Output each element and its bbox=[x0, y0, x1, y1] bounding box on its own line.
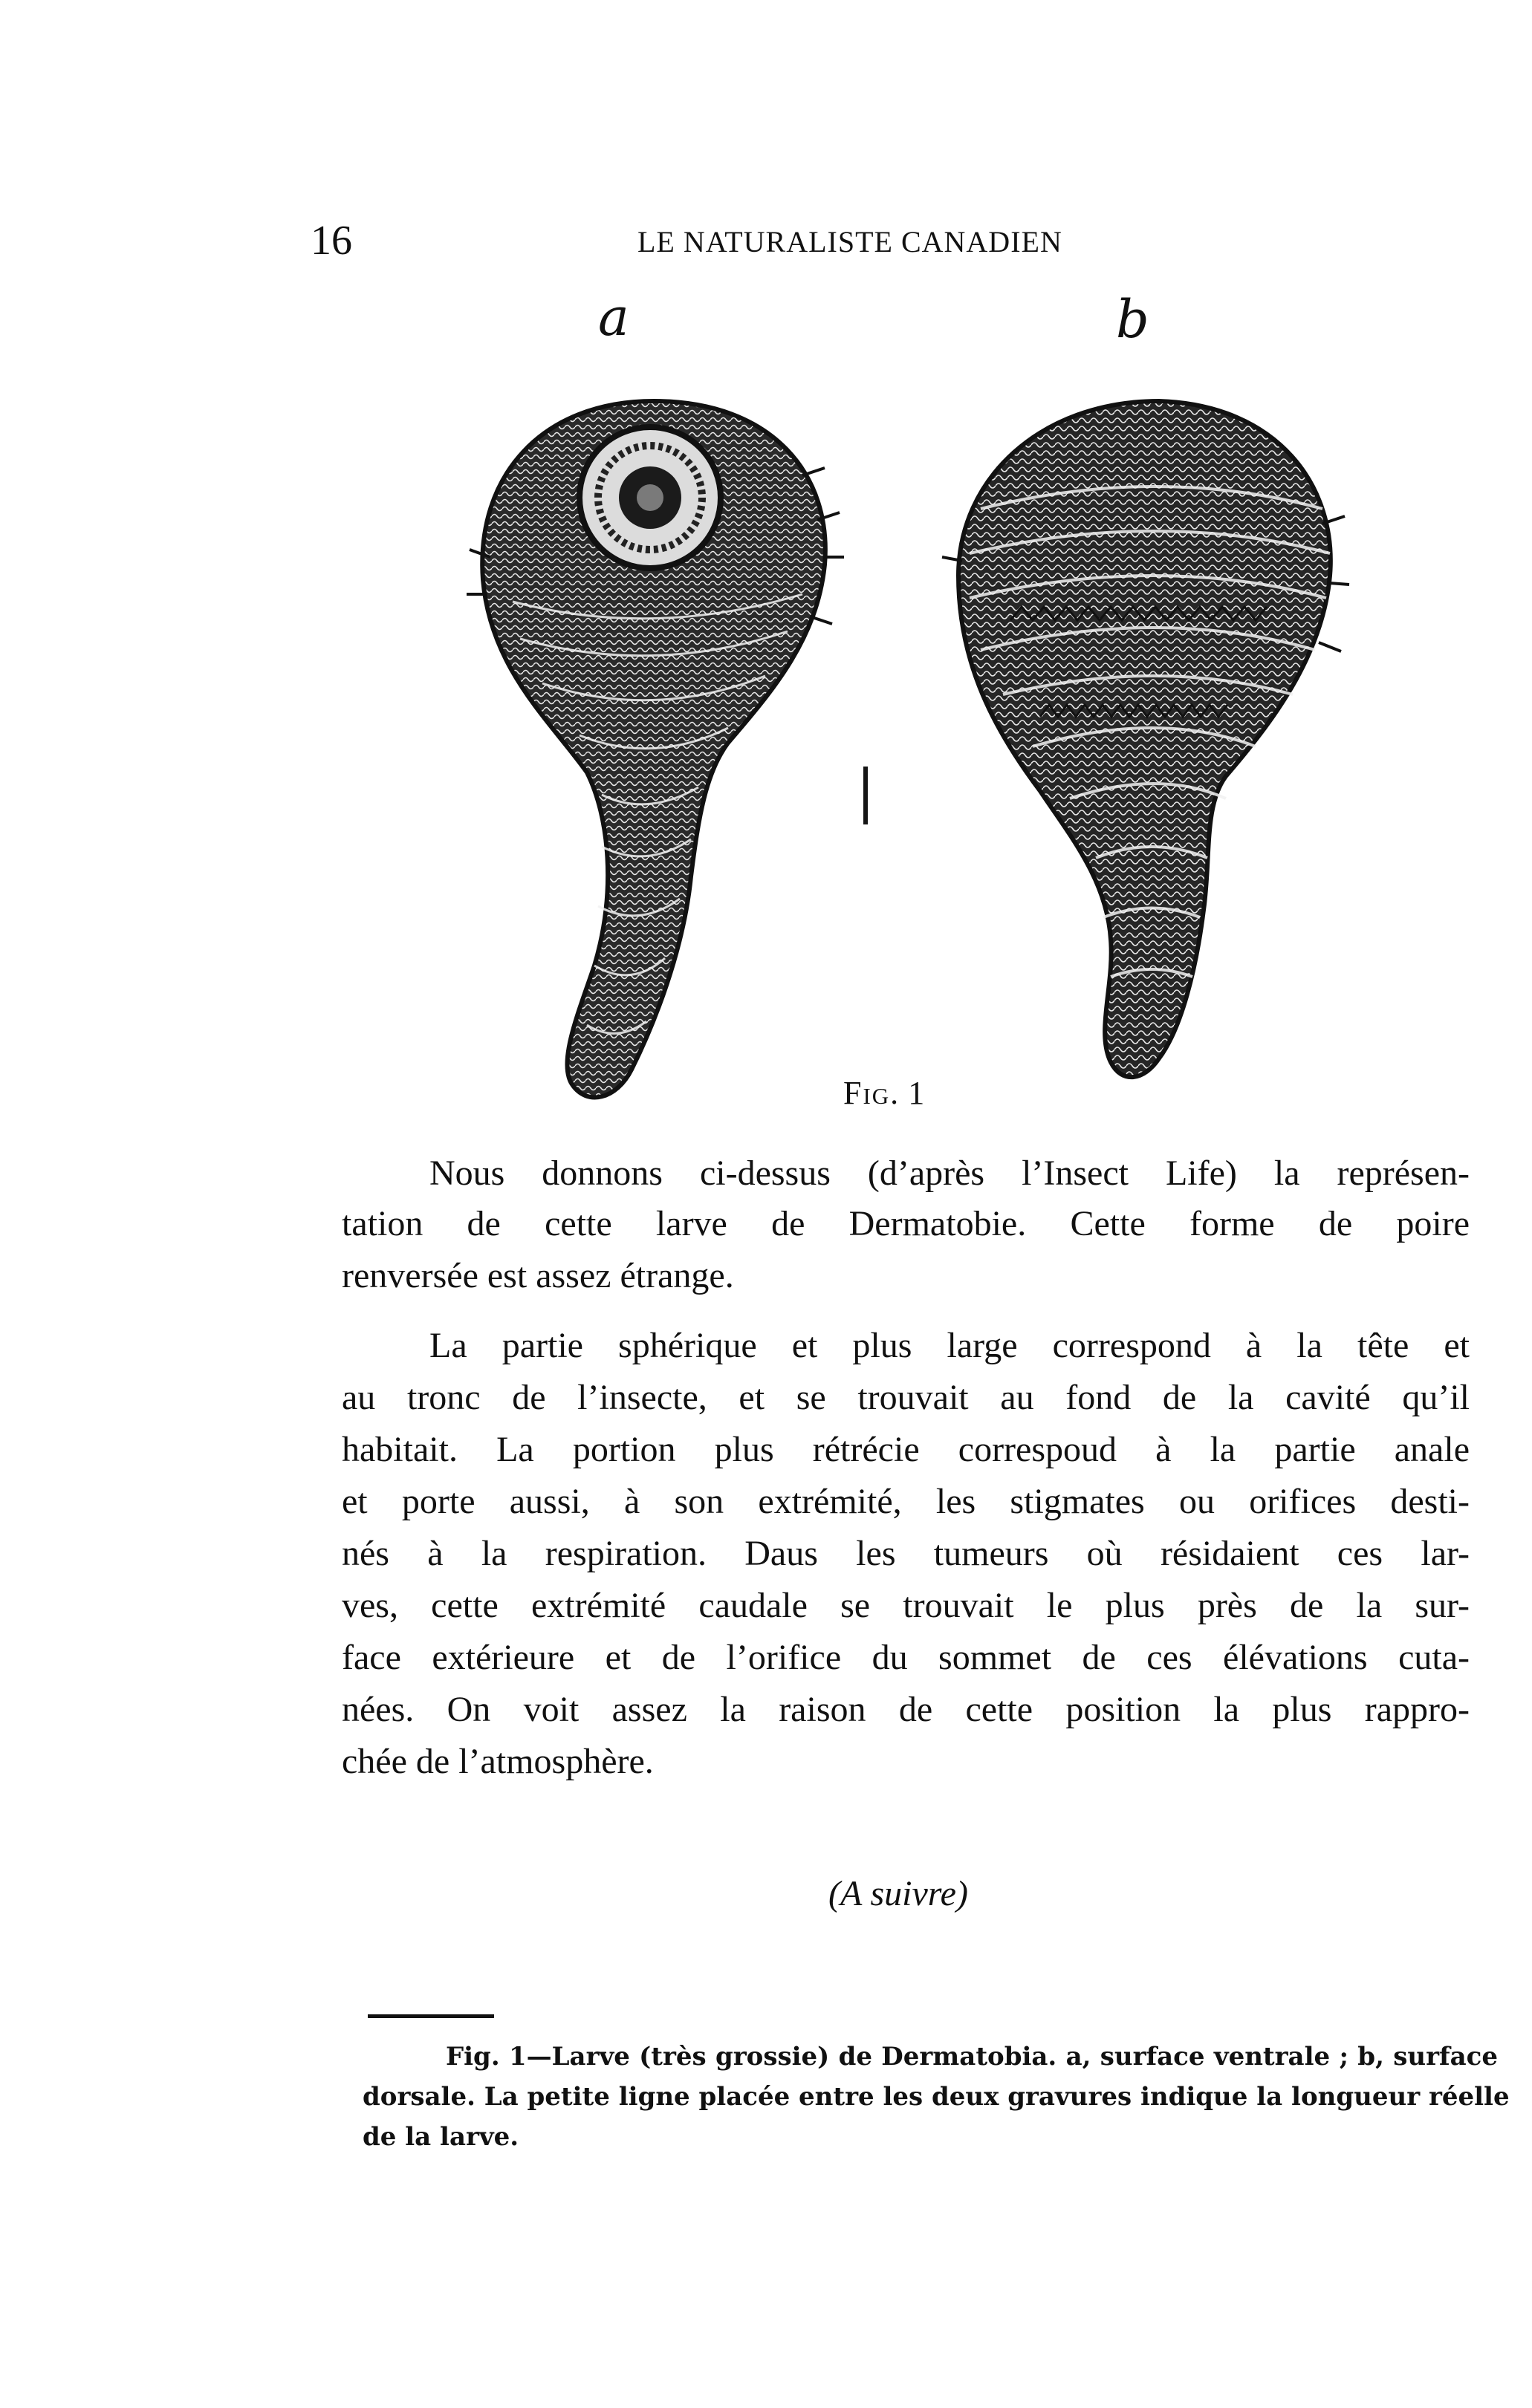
paragraph-1-line-3: renversée est assez étrange. bbox=[342, 1256, 734, 1295]
scale-line bbox=[863, 767, 868, 824]
running-head: LE NATURALISTE CANADIEN bbox=[637, 225, 1062, 258]
paragraph-2-line-3: habitait. La portion plus rétrécie correspoud à la partie anale bbox=[342, 1430, 1470, 1469]
paragraph-2-line-9: chée de l’atmosphère. bbox=[342, 1742, 654, 1781]
footnote-line-3: de la larve. bbox=[363, 2122, 519, 2152]
larva-dorsal-illustration bbox=[936, 375, 1352, 1096]
paragraph-2-line-8: nées. On voit assez la raison de cette position la plus rappro- bbox=[342, 1690, 1470, 1729]
figure-label-b: b bbox=[1116, 289, 1149, 350]
paragraph-2-line-5: nés à la respiration. Daus les tumeurs où résidaient ces lar- bbox=[342, 1534, 1470, 1573]
paragraph-2-line-4: et porte aussi, à son extrémité, les stigmates ou orifices desti- bbox=[342, 1482, 1470, 1521]
paragraph-1-line-1: Nous donnons ci-dessus (d’après l’Insect Life) la représen- bbox=[429, 1153, 1470, 1193]
paragraph-1-line-2: tation de cette larve de Dermatobie. Cette forme de poire bbox=[342, 1204, 1470, 1243]
paragraph-2-line-2: au tronc de l’insecte, et se trouvait au fond de la cavité qu’il bbox=[342, 1378, 1470, 1417]
footnote-rule bbox=[368, 2014, 494, 2018]
footnote-line-2: dorsale. La petite ligne placée entre les deux gravures indique la longueur réelle bbox=[363, 2082, 1510, 2112]
figure-label-a: a bbox=[598, 287, 629, 348]
continued-marker: (A suivre) bbox=[828, 1874, 968, 1913]
paragraph-2-line-7: face extérieure et de l’orifice du sommet de ces élévations cuta- bbox=[342, 1638, 1470, 1677]
paragraph-2-line-1: La partie sphérique et plus large correspond à la tête et bbox=[429, 1326, 1470, 1365]
page-number: 16 bbox=[311, 218, 352, 264]
footnote-line-1: Fig. 1—Larve (très grossie) de Dermatobia. a, surface ventrale ; b, surface bbox=[446, 2042, 1498, 2072]
figure-caption-number: 1 bbox=[908, 1075, 925, 1111]
figure-caption-prefix: Fig. bbox=[843, 1075, 900, 1111]
paragraph-2-line-6: ves, cette extrémité caudale se trouvait le plus près de la sur- bbox=[342, 1586, 1470, 1625]
figure-caption bbox=[843, 1074, 924, 1112]
larva-ventral-illustration bbox=[461, 371, 847, 1114]
